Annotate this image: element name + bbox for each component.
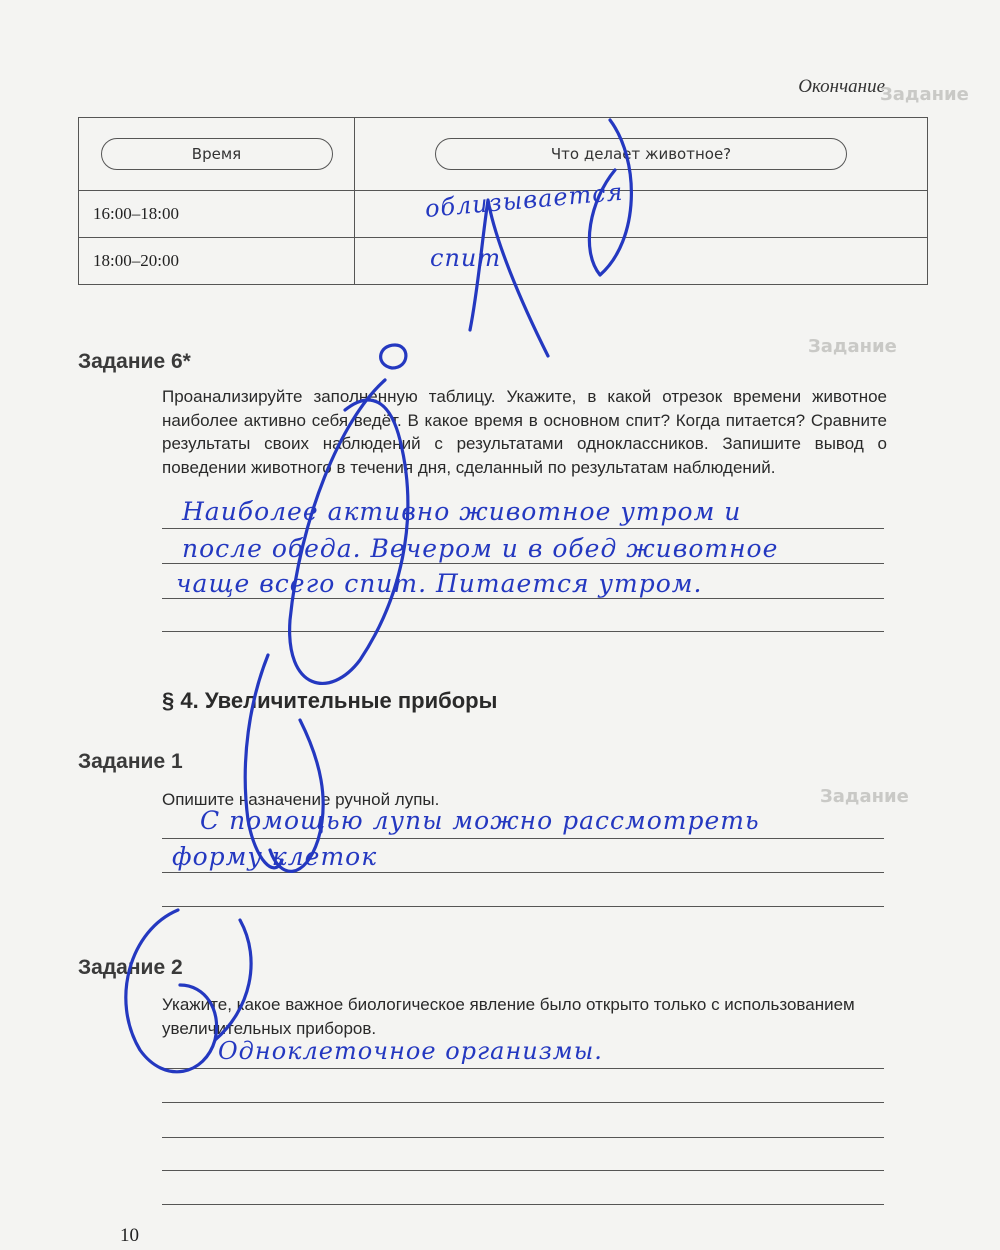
task1-prompt: Опишите назначение ручной лупы. — [162, 790, 440, 809]
task1-answer-line-1: С помощью лупы можно рассмотреть — [200, 806, 760, 835]
task6-answer-line-3: чаще всего спит. Питается утром. — [176, 569, 703, 598]
task2-title: Задание 2 — [78, 956, 183, 979]
task6-title: Задание 6* — [78, 350, 191, 373]
task6-answer-line-1: Наиболее активно животное утром и — [182, 497, 742, 526]
handwritten-activity: облизывается — [423, 177, 625, 223]
bleed-through-heading-1: Задание — [880, 84, 969, 105]
page-number: 10 — [120, 1225, 139, 1246]
task2-answer-line-1: Одноклеточное организмы. — [218, 1037, 603, 1065]
section-number: § 4. — [162, 688, 199, 713]
header-activity: Что делает животное? — [435, 138, 847, 170]
row-time: 16:00–18:00 — [79, 191, 355, 238]
task1-answer-line-2: форму клеток — [172, 842, 378, 871]
bleed-through-heading-3: Задание — [820, 786, 909, 807]
task2-prompt: Укажите, какое важное биологическое явление было открыто только с использованием увеличительных приборов. — [162, 995, 855, 1038]
row-time: 18:00–20:00 — [79, 238, 355, 285]
running-head: Окончание — [798, 76, 885, 97]
header-time: Время — [101, 138, 333, 170]
section-name: Увеличительные приборы — [204, 688, 498, 713]
bleed-through-heading-2: Задание — [808, 336, 897, 357]
task6-prompt: Проанализируйте заполненную таблицу. Укажите, в какой отрезок времени животное наиболее активно себя ведёт. В какое время в основном спит? Когда питается? Сравните результаты своих наблюдений с результатами одноклассников. Запишите вывод о поведении животного в течения дня, сделанный по результатам наблюдений. — [162, 387, 887, 477]
handwritten-activity: спит — [430, 244, 502, 272]
task6-answer-line-2: после обеда. Вечером и в обед животное — [182, 534, 779, 563]
task1-title: Задание 1 — [78, 750, 183, 773]
